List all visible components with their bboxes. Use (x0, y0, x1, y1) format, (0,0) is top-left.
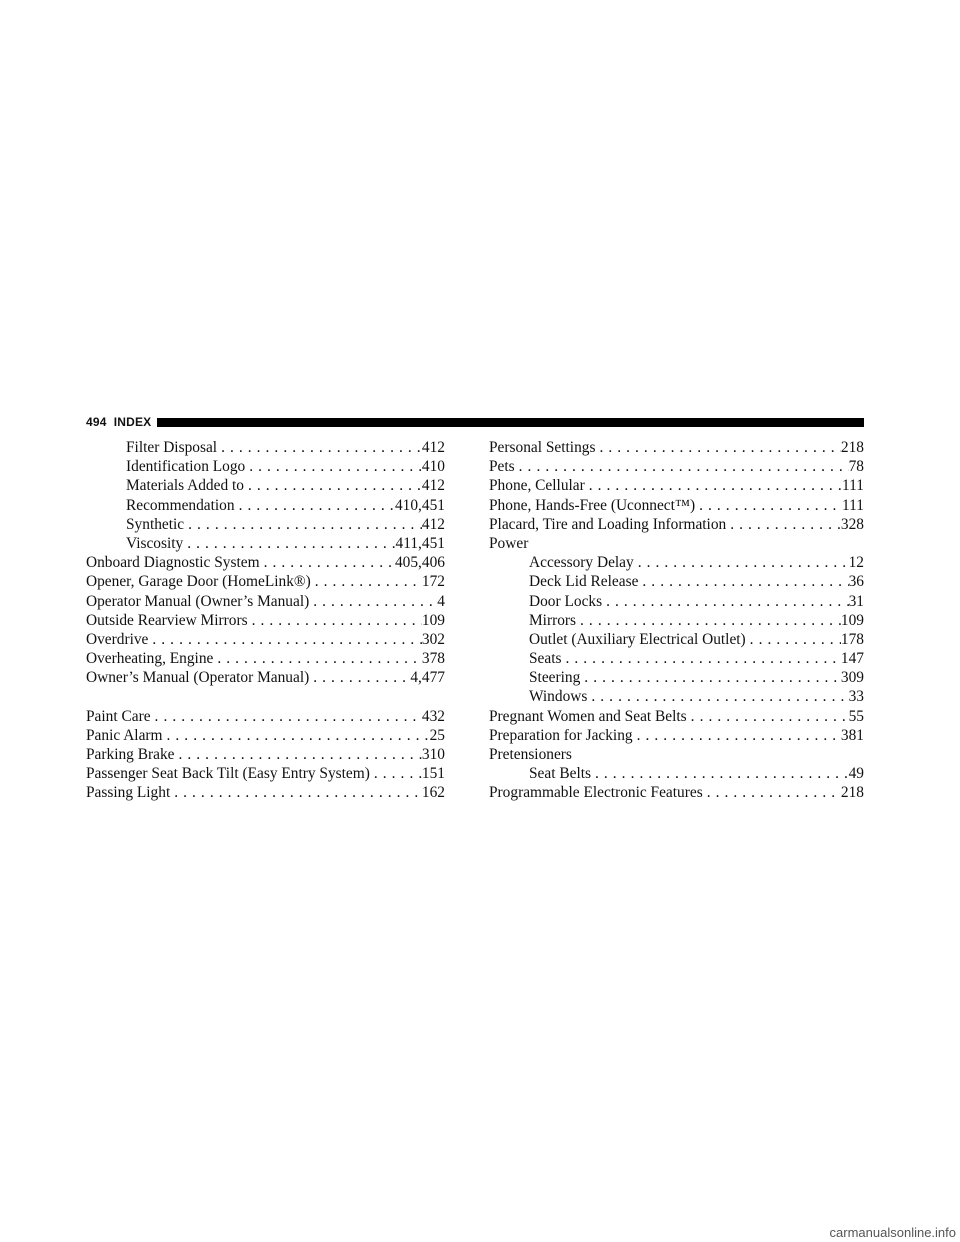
entry-term: Owner’s Manual (Operator Manual) (86, 669, 310, 687)
entry-term: Paint Care (86, 707, 151, 725)
entry-page-number: 36 (848, 573, 864, 591)
entry-page-number: 31 (848, 592, 864, 610)
index-subentry (86, 438, 445, 457)
index-entry (86, 707, 445, 726)
dot-leader (311, 572, 422, 591)
index-column-right (489, 438, 864, 803)
dot-leader (515, 457, 849, 476)
dot-leader (174, 745, 421, 764)
entry-term: Phone, Hands-Free (Uconnect™) (489, 496, 696, 514)
index-subentry (489, 572, 864, 591)
dot-leader (602, 592, 849, 611)
dot-leader (585, 476, 842, 495)
dot-leader (217, 438, 422, 457)
dot-leader (687, 707, 849, 726)
entry-term: Outside Rearview Mirrors (86, 611, 248, 629)
dot-leader (703, 783, 841, 802)
entry-page-number: 378 (421, 650, 445, 668)
dot-leader (148, 630, 422, 649)
dot-leader (163, 726, 430, 745)
entry-page-number: 432 (421, 707, 445, 725)
entry-page-number: 111 (842, 477, 864, 495)
entry-page-number: 33 (848, 688, 864, 706)
index-entry (86, 668, 445, 687)
index-entry (86, 783, 445, 802)
index-subentry (489, 668, 864, 687)
entry-page-number: 411,451 (395, 534, 445, 552)
entry-term: Passenger Seat Back Tilt (Easy Entry System) (86, 765, 370, 783)
dot-leader (726, 515, 841, 534)
entry-term: Mirrors (529, 611, 577, 629)
entry-page-number: 25 (429, 726, 445, 744)
entry-page-number: 412 (421, 477, 445, 495)
entry-page-number: 412 (421, 439, 445, 456)
index-entry (489, 438, 864, 457)
entry-term: Programmable Electronic Features (489, 784, 703, 802)
dot-leader (260, 553, 395, 572)
entry-term: Windows (529, 688, 588, 706)
page-number: 494 (86, 415, 107, 429)
dot-leader (746, 630, 841, 649)
entry-page-number: 111 (842, 496, 864, 514)
dot-leader (370, 764, 422, 783)
entry-term: Placard, Tire and Loading Information (489, 515, 727, 533)
entry-page-number: 218 (840, 439, 864, 456)
dot-leader (309, 668, 410, 687)
entry-page-number: 78 (848, 458, 864, 476)
index-entry (489, 496, 864, 515)
dot-leader (184, 515, 422, 534)
entry-page-number: 4,477 (410, 669, 445, 687)
entry-term: Deck Lid Release (529, 573, 639, 591)
entry-term: Onboard Diagnostic System (86, 554, 260, 572)
index-entry (86, 611, 445, 630)
entry-page-number: 178 (840, 630, 864, 648)
index-subentry (489, 649, 864, 668)
section-gap (86, 687, 445, 706)
index-subentry (86, 534, 445, 553)
entry-page-number: 147 (840, 650, 864, 668)
header-rule (157, 418, 864, 427)
index-entry (86, 572, 445, 591)
index-entry (489, 515, 864, 534)
entry-term: Phone, Cellular (489, 477, 585, 495)
dot-leader (213, 649, 422, 668)
entry-page-number: 162 (421, 784, 445, 802)
index-entry (489, 707, 864, 726)
entry-term: Passing Light (86, 784, 171, 802)
entry-page-number: 172 (421, 573, 445, 591)
entry-page-number: 218 (840, 784, 864, 802)
index-subentry (489, 553, 864, 572)
entry-page-number: 151 (421, 765, 445, 783)
dot-leader (151, 707, 422, 726)
dot-leader (248, 611, 422, 630)
entry-term: Opener, Garage Door (HomeLink®) (86, 573, 311, 591)
entry-term: Seats (529, 650, 562, 668)
index-subentry (489, 592, 864, 611)
entry-term: Seat Belts (529, 765, 591, 783)
entry-term: Overheating, Engine (86, 650, 214, 668)
dot-leader (580, 668, 841, 687)
index-heading: Power (489, 534, 529, 552)
index-subentry (86, 496, 445, 515)
index-entry (489, 457, 864, 476)
entry-term: Overdrive (86, 630, 149, 648)
index-entry (86, 553, 445, 572)
dot-leader (183, 534, 395, 553)
dot-leader (695, 496, 842, 515)
index-subentry (489, 764, 864, 783)
entry-term: Personal Settings (489, 439, 596, 456)
entry-page-number: 109 (840, 611, 864, 629)
entry-term: Pets (489, 458, 515, 476)
index-entry (86, 649, 445, 668)
dot-leader (562, 649, 841, 668)
entry-page-number: 12 (848, 554, 864, 572)
entry-term: Operator Manual (Owner’s Manual) (86, 592, 310, 610)
dot-leader (587, 687, 848, 706)
dot-leader (595, 438, 840, 457)
entry-page-number: 4 (437, 592, 445, 610)
entry-page-number: 410 (421, 458, 445, 476)
entry-term: Filter Disposal (126, 439, 218, 456)
index-heading: Pretensioners (489, 746, 572, 763)
entry-page-number: 49 (848, 765, 864, 783)
index-entry (86, 745, 445, 764)
entry-page-number: 410,451 (394, 496, 445, 514)
entry-page-number: 302 (421, 630, 445, 648)
entry-page-number: 328 (840, 515, 864, 533)
entry-page-number: 381 (840, 726, 864, 744)
watermark: carmanualsonline.info (829, 1225, 956, 1240)
dot-leader (576, 611, 841, 630)
dot-leader (245, 457, 422, 476)
entry-page-number: 309 (840, 669, 864, 687)
index-subentry (86, 476, 445, 495)
index-entry (489, 476, 864, 495)
entry-term: Materials Added to (126, 477, 244, 495)
index-subentry (86, 515, 445, 534)
dot-leader (235, 496, 395, 515)
entry-term: Synthetic (126, 515, 185, 533)
dot-leader (244, 476, 422, 495)
entry-term: Steering (529, 669, 581, 687)
entry-term: Parking Brake (86, 746, 175, 763)
index-entry (86, 726, 445, 745)
dot-leader (591, 764, 849, 783)
entry-term: Recommendation (126, 496, 235, 514)
index-entry (86, 764, 445, 783)
entry-term: Accessory Delay (529, 554, 634, 572)
index-entry (86, 630, 445, 649)
page-header (86, 414, 864, 430)
entry-term: Panic Alarm (86, 726, 163, 744)
entry-term: Door Locks (529, 592, 603, 610)
dot-leader (634, 553, 849, 572)
index-subentry (86, 457, 445, 476)
index-entry (86, 592, 445, 611)
entry-term: Preparation for Jacking (489, 726, 633, 744)
index-entry (489, 783, 864, 802)
section-title: INDEX (113, 415, 152, 429)
dot-leader (309, 592, 437, 611)
entry-page-number: 109 (421, 611, 445, 629)
entry-term: Identification Logo (126, 458, 246, 476)
dot-leader (170, 783, 422, 802)
dot-leader (638, 572, 848, 591)
index-subentry (489, 630, 864, 649)
entry-term: Viscosity (126, 534, 184, 552)
entry-page-number: 55 (848, 707, 864, 725)
entry-page-number: 310 (421, 746, 445, 763)
entry-page-number: 412 (421, 515, 445, 533)
entry-page-number: 405,406 (394, 554, 445, 572)
index-subentry (489, 687, 864, 706)
index-subentry (489, 611, 864, 630)
index-column-left (86, 438, 445, 803)
entry-term: Outlet (Auxiliary Electrical Outlet) (529, 630, 746, 648)
dot-leader (633, 726, 841, 745)
entry-term: Pregnant Women and Seat Belts (489, 707, 687, 725)
index-entry (489, 726, 864, 745)
